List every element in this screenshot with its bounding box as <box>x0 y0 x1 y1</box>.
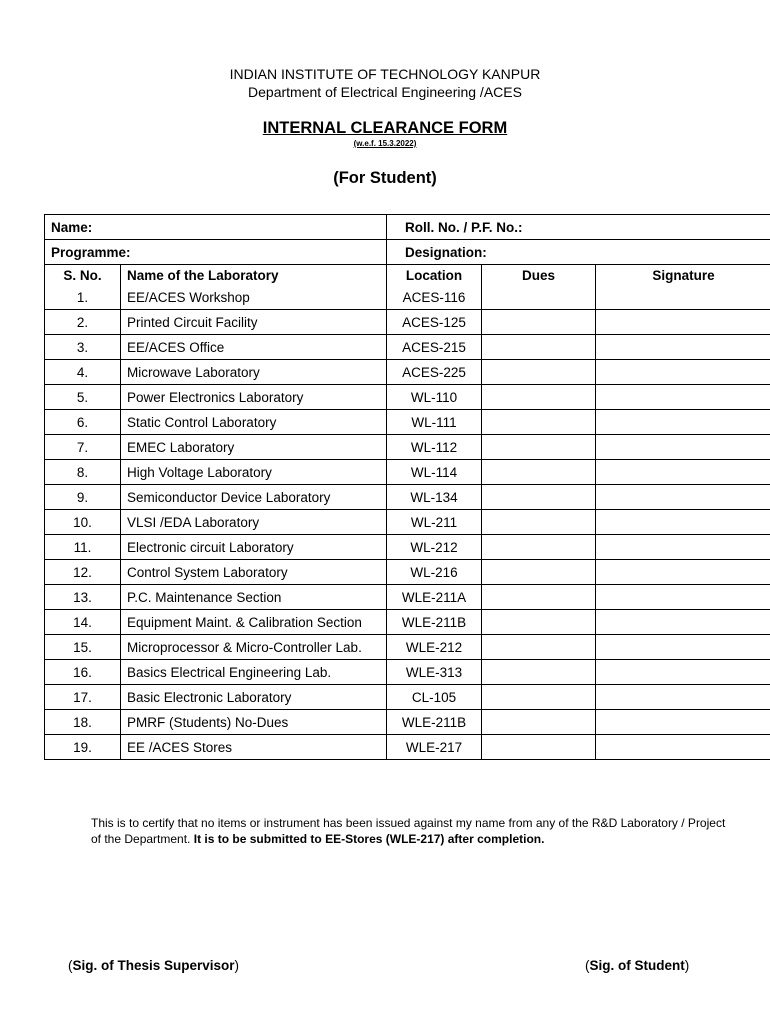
row-location: WL-110 <box>387 385 482 410</box>
row-location: WL-112 <box>387 435 482 460</box>
row-sno: 5. <box>45 385 121 410</box>
row-sno: 17. <box>45 685 121 710</box>
table-row <box>45 710 770 735</box>
supervisor-signature-label: (Sig. of Thesis Supervisor) <box>68 958 240 973</box>
table-row <box>45 485 770 510</box>
row-sno: 11. <box>45 535 121 560</box>
row-dues-cell[interactable] <box>482 685 596 710</box>
row-dues-cell[interactable] <box>482 310 596 335</box>
row-lab-name: Electronic circuit Laboratory <box>121 535 387 560</box>
row-sno: 9. <box>45 485 121 510</box>
row-signature-cell[interactable] <box>596 510 770 535</box>
student-signature-label: (Sig. of Student) <box>585 958 690 973</box>
row-sno: 4. <box>45 360 121 385</box>
row-sno: 13. <box>45 585 121 610</box>
row-lab-name: Equipment Maint. & Calibration Section <box>121 610 387 635</box>
table-row <box>45 285 770 310</box>
row-lab-name: High Voltage Laboratory <box>121 460 387 485</box>
form-title: INTERNAL CLEARANCE FORM <box>262 119 508 137</box>
table-row <box>45 335 770 360</box>
row-signature-cell[interactable] <box>596 585 770 610</box>
row-location: WL-211 <box>387 510 482 535</box>
row-signature-cell[interactable] <box>596 435 770 460</box>
row-signature-cell[interactable] <box>596 560 770 585</box>
row-dues-cell[interactable] <box>482 360 596 385</box>
lab-header: Name of the Laboratory <box>121 265 387 286</box>
row-signature-cell[interactable] <box>596 385 770 410</box>
row-location: WL-212 <box>387 535 482 560</box>
row-signature-cell[interactable] <box>596 735 770 760</box>
institute-name: INDIAN INSTITUTE OF TECHNOLOGY KANPUR <box>229 66 541 82</box>
name-field[interactable]: Name: <box>45 215 387 240</box>
row-location: WLE-211B <box>387 710 482 735</box>
row-sno: 14. <box>45 610 121 635</box>
row-sno: 3. <box>45 335 121 360</box>
row-signature-cell[interactable] <box>596 310 770 335</box>
row-sno: 19. <box>45 735 121 760</box>
row-lab-name: EMEC Laboratory <box>121 435 387 460</box>
clearance-table <box>44 214 770 760</box>
row-sno: 10. <box>45 510 121 535</box>
table-row <box>45 360 770 385</box>
row-dues-cell[interactable] <box>482 535 596 560</box>
table-row <box>45 660 770 685</box>
row-dues-cell[interactable] <box>482 560 596 585</box>
certification-statement: This is to certify that no items or instrument has been issued against my name from any of the R&D Laboratory / Project of the Department. <box>91 816 726 846</box>
programme-row <box>45 240 770 265</box>
row-sno: 15. <box>45 635 121 660</box>
row-dues-cell[interactable] <box>482 660 596 685</box>
row-location: WLE-217 <box>387 735 482 760</box>
row-lab-name: Microwave Laboratory <box>121 360 387 385</box>
row-location: WL-134 <box>387 485 482 510</box>
row-location: WL-111 <box>387 410 482 435</box>
row-sno: 1. <box>45 285 121 310</box>
row-sno: 16. <box>45 660 121 685</box>
row-location: ACES-116 <box>387 285 482 310</box>
table-row <box>45 410 770 435</box>
row-sno: 6. <box>45 410 121 435</box>
row-dues-cell[interactable] <box>482 460 596 485</box>
table-row <box>45 560 770 585</box>
row-signature-cell[interactable] <box>596 635 770 660</box>
row-dues-cell[interactable] <box>482 585 596 610</box>
row-location: WLE-313 <box>387 660 482 685</box>
table-row <box>45 435 770 460</box>
row-sno: 8. <box>45 460 121 485</box>
row-lab-name: Control System Laboratory <box>121 560 387 585</box>
row-dues-cell[interactable] <box>482 385 596 410</box>
row-location: WLE-212 <box>387 635 482 660</box>
table-row <box>45 510 770 535</box>
row-lab-name: Static Control Laboratory <box>121 410 387 435</box>
row-sno: 2. <box>45 310 121 335</box>
row-lab-name: VLSI /EDA Laboratory <box>121 510 387 535</box>
submission-instruction: It is to be submitted to EE-Stores (WLE-217) after completion. <box>193 832 545 846</box>
dues-header: Dues <box>482 265 596 286</box>
table-row <box>45 310 770 335</box>
row-location: WLE-211B <box>387 610 482 635</box>
row-lab-name: EE/ACES Office <box>121 335 387 360</box>
supervisor-signature-text: Sig. of Thesis Supervisor <box>72 958 235 973</box>
certification-text <box>91 815 731 847</box>
row-location: ACES-215 <box>387 335 482 360</box>
row-sno: 12. <box>45 560 121 585</box>
row-lab-name: EE /ACES Stores <box>121 735 387 760</box>
column-header-row <box>45 265 770 286</box>
row-location: WL-114 <box>387 460 482 485</box>
row-dues-cell[interactable] <box>482 335 596 360</box>
table-row <box>45 535 770 560</box>
row-signature-cell[interactable] <box>596 485 770 510</box>
form-subtitle: (For Student) <box>333 169 437 187</box>
row-lab-name: Printed Circuit Facility <box>121 310 387 335</box>
row-signature-cell[interactable] <box>596 685 770 710</box>
table-row <box>45 635 770 660</box>
row-dues-cell[interactable] <box>482 610 596 635</box>
row-lab-name: Power Electronics Laboratory <box>121 385 387 410</box>
effective-date: (w.e.f. 15.3.2022) <box>353 139 417 148</box>
table-row <box>45 585 770 610</box>
row-location: ACES-125 <box>387 310 482 335</box>
row-sno: 7. <box>45 435 121 460</box>
row-signature-cell[interactable] <box>596 460 770 485</box>
table-row <box>45 460 770 485</box>
row-dues-cell[interactable] <box>482 510 596 535</box>
table-row <box>45 685 770 710</box>
row-signature-cell[interactable] <box>596 535 770 560</box>
table-row <box>45 735 770 760</box>
row-lab-name: Basics Electrical Engineering Lab. <box>121 660 387 685</box>
row-signature-cell[interactable] <box>596 610 770 635</box>
row-location: CL-105 <box>387 685 482 710</box>
name-row <box>45 215 770 240</box>
table-row <box>45 385 770 410</box>
row-sno: 18. <box>45 710 121 735</box>
row-signature-cell[interactable] <box>596 660 770 685</box>
row-signature-cell[interactable] <box>596 360 770 385</box>
table-row <box>45 610 770 635</box>
row-signature-cell[interactable] <box>596 410 770 435</box>
row-lab-name: Basic Electronic Laboratory <box>121 685 387 710</box>
row-lab-name: EE/ACES Workshop <box>121 285 387 310</box>
row-location: WLE-211A <box>387 585 482 610</box>
location-header: Location <box>387 265 482 286</box>
row-lab-name: P.C. Maintenance Section <box>121 585 387 610</box>
row-dues-cell[interactable] <box>482 285 596 310</box>
roll-number-field[interactable]: Roll. No. / P.F. No.: <box>387 215 770 240</box>
row-dues-cell[interactable] <box>482 735 596 760</box>
row-lab-name: PMRF (Students) No-Dues <box>121 710 387 735</box>
sno-header: S. No. <box>45 265 121 286</box>
row-lab-name: Microprocessor & Micro-Controller Lab. <box>121 635 387 660</box>
row-dues-cell[interactable] <box>482 485 596 510</box>
row-dues-cell[interactable] <box>482 635 596 660</box>
row-dues-cell[interactable] <box>482 710 596 735</box>
row-location: ACES-225 <box>387 360 482 385</box>
row-signature-cell[interactable] <box>596 335 770 360</box>
row-dues-cell[interactable] <box>482 435 596 460</box>
row-lab-name: Semiconductor Device Laboratory <box>121 485 387 510</box>
department-name: Department of Electrical Engineering /ACES <box>248 84 522 100</box>
signature-header: Signature <box>596 265 770 286</box>
row-dues-cell[interactable] <box>482 410 596 435</box>
student-signature-text: Sig. of Student <box>589 958 685 973</box>
row-location: WL-216 <box>387 560 482 585</box>
row-signature-cell[interactable] <box>596 710 770 735</box>
designation-field[interactable]: Designation: <box>387 240 770 265</box>
row-signature-cell[interactable] <box>596 285 770 310</box>
programme-field[interactable]: Programme: <box>45 240 387 265</box>
